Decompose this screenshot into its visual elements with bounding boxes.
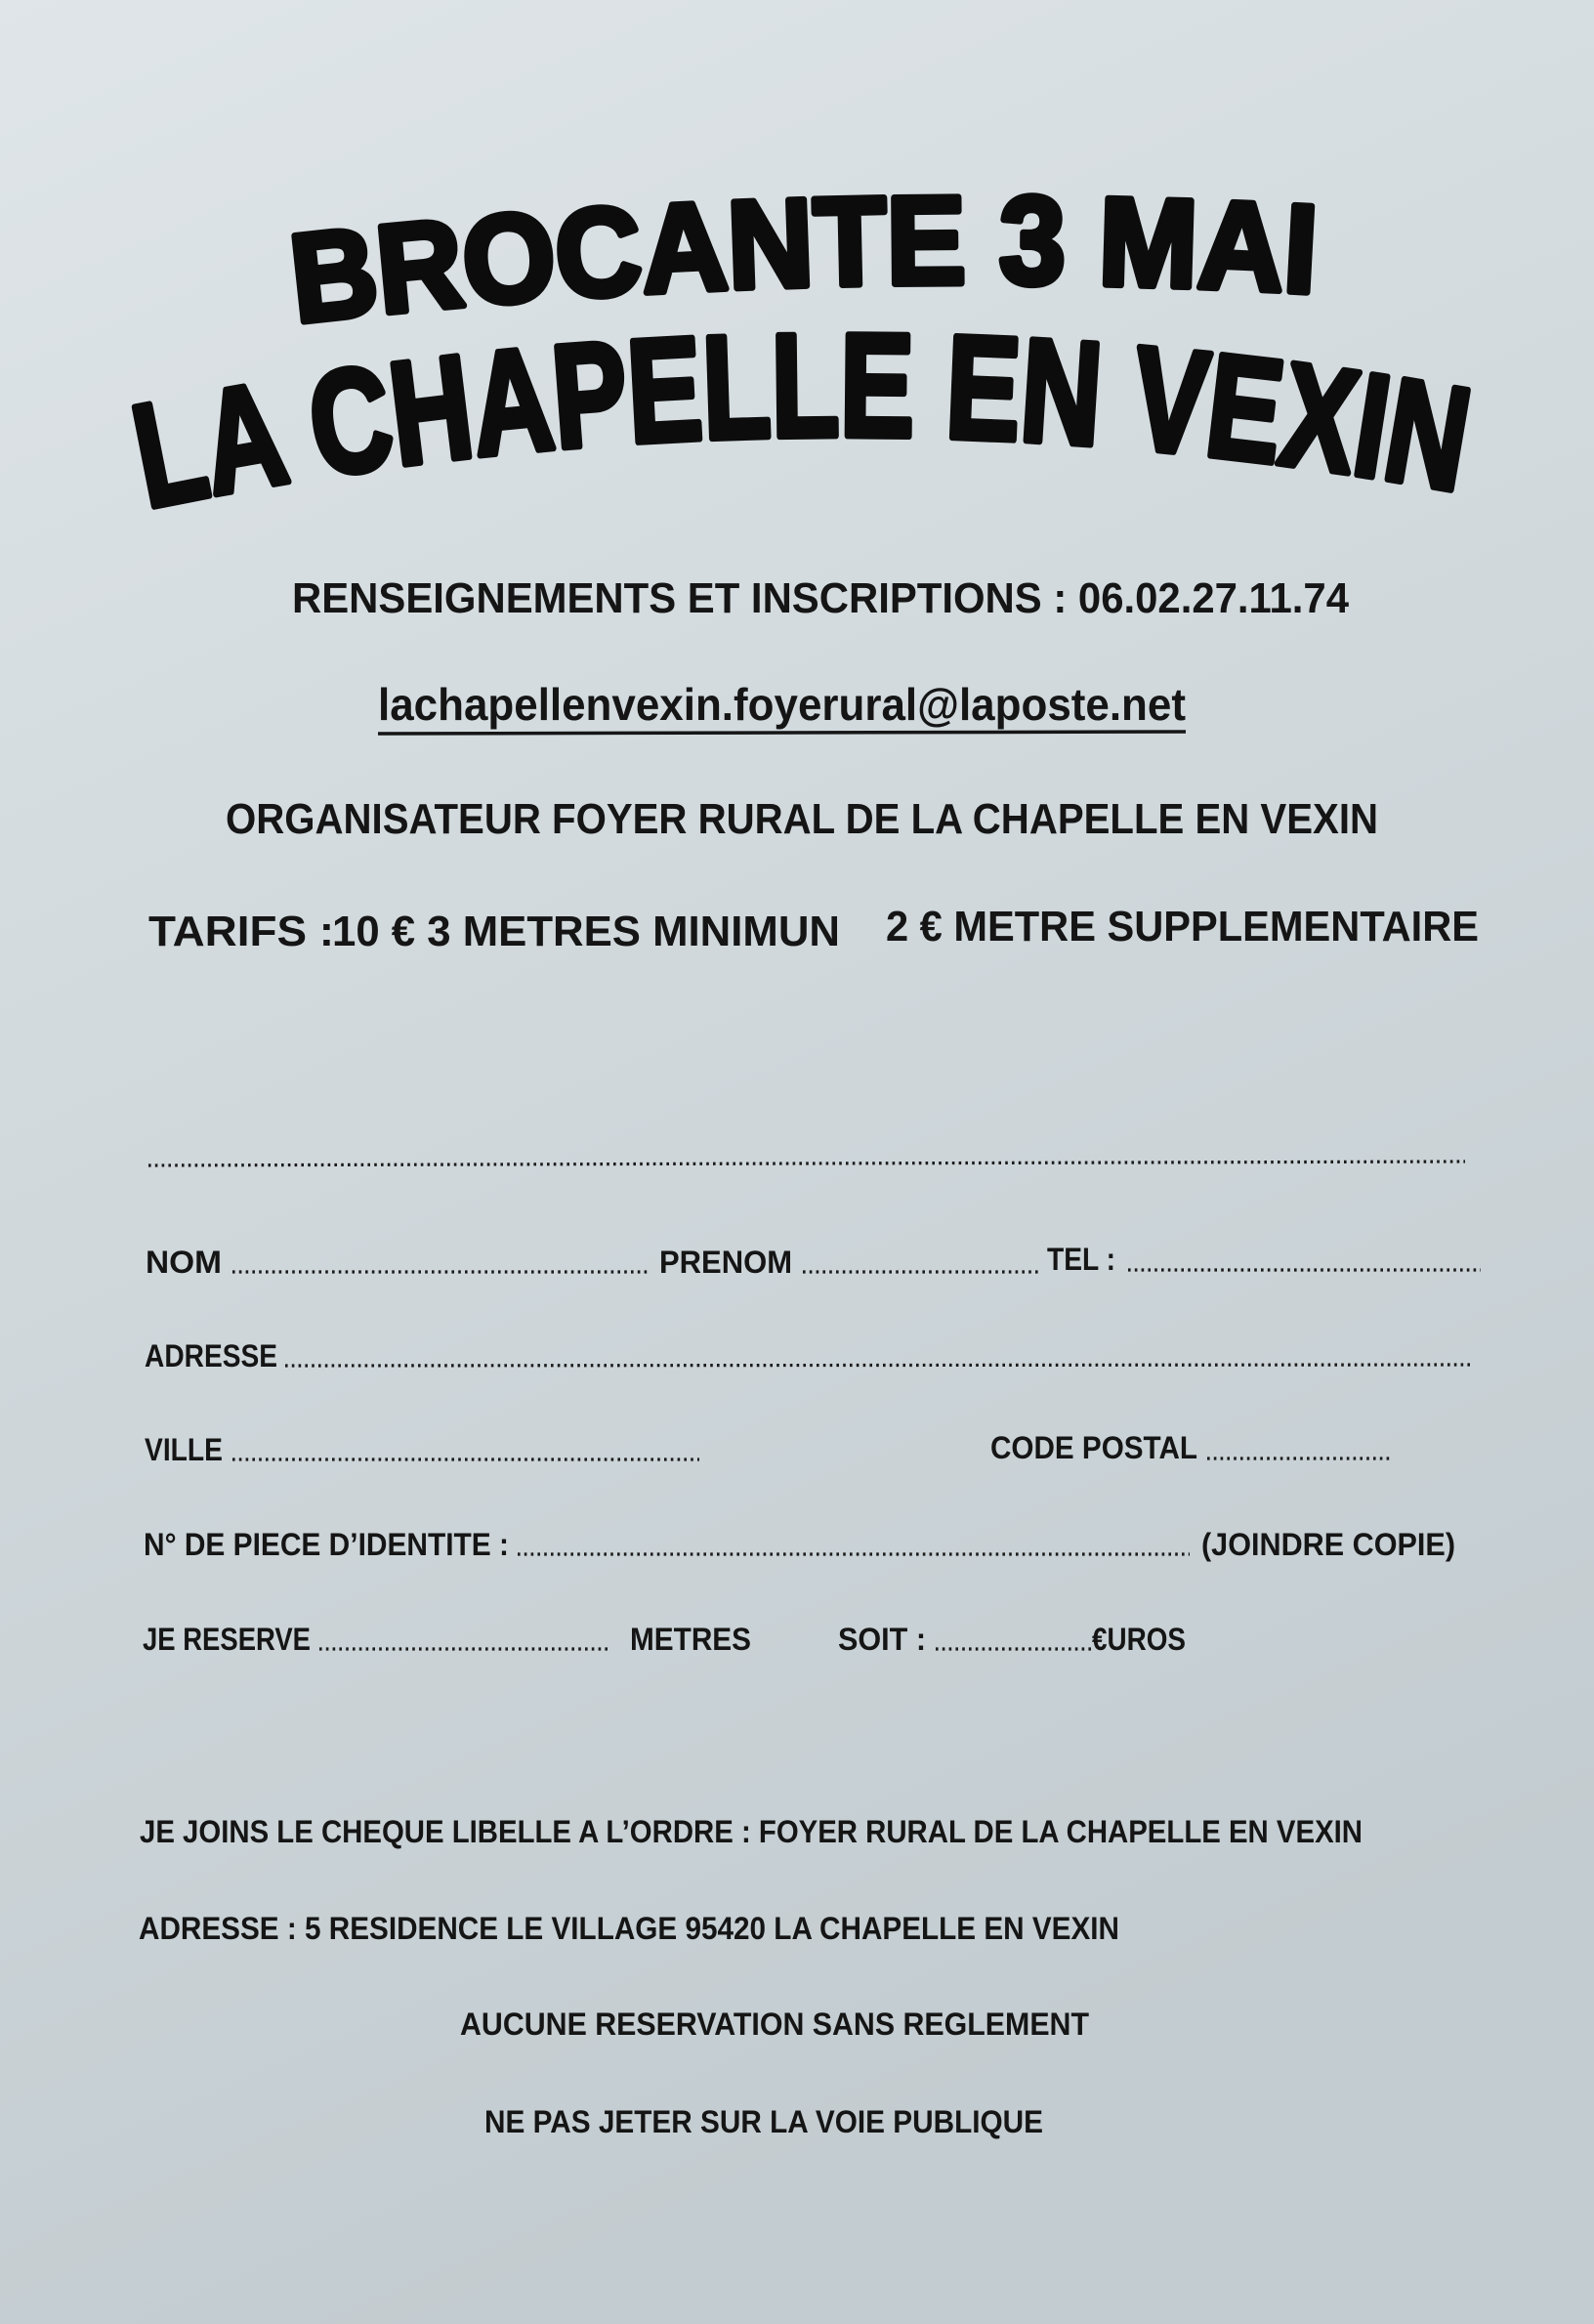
euros-label: €UROS <box>1092 1622 1186 1657</box>
contact-phone-line: RENSEIGNEMENTS ET INSCRIPTIONS : 06.02.27.11.74 <box>292 574 1350 622</box>
payment-notice: AUCUNE RESERVATION SANS REGLEMENT <box>460 2007 1090 2042</box>
litter-notice: NE PAS JETER SUR LA VOIE PUBLIQUE <box>484 2104 1043 2139</box>
title-line-2: LA CHAPELLE EN VEXIN <box>120 302 1507 539</box>
cheque-instruction: JE JOINS LE CHEQUE LIBELLE A L’ORDRE : FOYER RURAL DE LA CHAPELLE EN VEXIN <box>140 1814 1363 1849</box>
adresse-label: ADRESSE <box>145 1338 277 1373</box>
tarif-supplement: 2 € METRE SUPPLEMENTAIRE <box>886 903 1479 951</box>
nom-label: NOM <box>146 1245 222 1280</box>
metres-label: METRES <box>630 1622 751 1657</box>
joindre-copie-note: (JOINDRE COPIE) <box>1201 1527 1455 1562</box>
je-reserve-label: JE RESERVE <box>143 1622 311 1657</box>
title-line-1: BROCANTE 3 MAI <box>283 170 1323 350</box>
prenom-label: PRENOM <box>659 1245 792 1280</box>
email-link[interactable]: lachapellenvexin.foyerural@laposte.net <box>378 679 1186 730</box>
tarif-minimum: 10 € 3 METRES MINIMUN <box>332 908 840 955</box>
organizer-line: ORGANISATEUR FOYER RURAL DE LA CHAPELLE EN VEXIN <box>226 795 1378 843</box>
soit-label: SOIT : <box>838 1622 926 1657</box>
piece-identite-label: N° DE PIECE D’IDENTITE : <box>144 1527 509 1562</box>
email-underline <box>378 732 1186 734</box>
tel-label: TEL : <box>1047 1242 1115 1277</box>
tarifs-label: TARIFS : <box>148 908 334 955</box>
ville-label: VILLE <box>145 1432 223 1467</box>
postal-address: ADRESSE : 5 RESIDENCE LE VILLAGE 95420 LA CHAPELLE EN VEXIN <box>139 1911 1119 1946</box>
code-postal-label: CODE POSTAL <box>990 1430 1197 1465</box>
